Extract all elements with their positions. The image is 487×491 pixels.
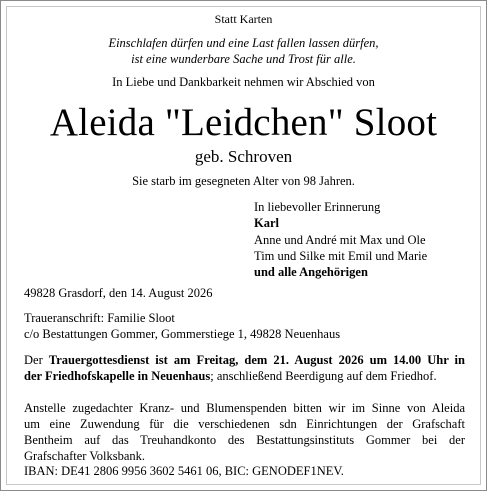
service-line-1 <box>24 352 465 368</box>
mourner-family-1: Anne und André mit Max und Ole <box>254 232 426 247</box>
mourner-family-2: Tim und Silke mit Emil und Marie <box>254 248 428 263</box>
place-date: 49828 Grasdorf, den 14. August 2026 <box>24 286 213 300</box>
donation-line-1: Anstelle zugedachter Kranz- und Blumenspenden bitten wir im Sinne von Aleida <box>24 401 465 415</box>
statt-karten: Statt Karten <box>214 12 273 26</box>
service-prefix: Der <box>24 353 49 367</box>
deceased-name: Aleida "Leidchen" Sloot <box>49 101 438 144</box>
address-line-1: Traueranschrift: Familie Sloot <box>24 311 175 325</box>
poem-line-2: ist eine wunderbare Sache und Trost für alle. <box>131 52 356 66</box>
born-name: geb. Schroven <box>194 147 293 166</box>
service-suffix: ; anschließend Beerdigung auf dem Friedhof. <box>210 369 437 383</box>
poem-line-1: Einschlafen dürfen und eine Last fallen lassen dürfen, <box>108 36 379 50</box>
mourners-block <box>254 199 427 280</box>
iban-line: IBAN: DE41 2806 9956 3602 5461 06, BIC: GENODEF1NEV. <box>24 464 344 478</box>
service-line-2 <box>24 368 465 384</box>
mourner-others: und alle Angehörigen <box>254 265 368 280</box>
donation-line-2: um eine Zuwendung für die verschiedenen sdn Einrichtungen der Grafschaft <box>24 417 465 431</box>
donation-line-4: Grafschafter Volksbank. <box>24 449 146 463</box>
mourners-intro: In liebevoller Erinnerung <box>254 200 381 214</box>
farewell-intro: In Liebe und Dankbarkeit nehmen wir Abschied von <box>112 75 375 89</box>
service-bold-1: Trauergottesdienst ist am Freitag, dem 21. August 2026 um 14.00 Uhr in <box>48 353 465 367</box>
age-line: Sie starb im gesegneten Alter von 98 Jahren. <box>132 174 355 188</box>
donation-line-3: Bentheim auf das Treuhandkonto des Bestattungsinstituts Gommer bei der <box>24 433 465 447</box>
address-line-2: c/o Bestattungen Gommer, Gommerstiege 1, 49828 Neuenhaus <box>24 327 341 341</box>
mourner-spouse: Karl <box>254 216 279 231</box>
service-bold-2: der Friedhofskapelle in Neuenhaus <box>24 369 211 383</box>
